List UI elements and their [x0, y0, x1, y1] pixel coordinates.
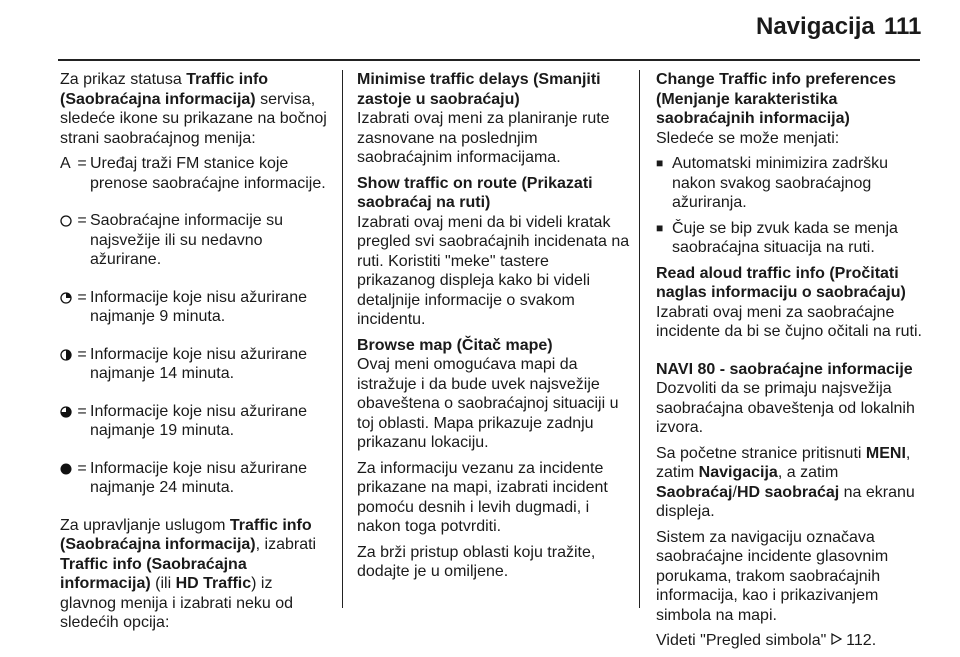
- section-text-navi80: Dozvoliti da se primaju najsvežija saobraćajna obaveštenja od lokalnih izvora.: [656, 380, 915, 436]
- column-1: [60, 70, 332, 639]
- section-heading-read-aloud: Read aloud traffic info (Pročitati naglas informaciju o saobraćaju): [656, 264, 906, 301]
- circle-half-icon: [60, 345, 74, 384]
- list-item: ■ Čuje se bip zvuk kada se menja saobraćajna situacija na ruti.: [656, 219, 898, 256]
- legend-item-9-min: = Informacije koje nisu ažurirane najmanje 9 minuta.: [60, 288, 332, 327]
- circle-full-icon: [60, 459, 74, 498]
- page-reference-arrow-icon: [831, 632, 842, 649]
- legend-item-24-min: = Informacije koje nisu ažurirane najmanje 24 minuta.: [60, 459, 332, 498]
- section-text-browse-map-3: Za brži pristup oblasti koju tražite, dodajte je u omiljene.: [357, 543, 596, 580]
- section-text-navi80-ref: Videti "Pregled simbola" 112.: [656, 632, 877, 649]
- square-bullet-icon: ■: [656, 156, 664, 170]
- circle-quarter-icon: [60, 288, 74, 327]
- circle-empty-icon: [60, 211, 74, 270]
- legend-item-searching: A = Uređaj traži FM stanice koje prenose saobraćajne informacije.: [60, 155, 326, 192]
- section-title: Navigacija: [756, 13, 875, 40]
- section-heading-show-traffic: Show traffic on route (Prikazati saobraćaj na ruti): [357, 174, 593, 211]
- section-heading-minimise-delays: Minimise traffic delays (Smanjiti zastoje u saobraćaju): [357, 71, 601, 108]
- list-item: ■ Automatski minimizira zadršku nakon svakog saobraćajnog ažuriranja.: [656, 155, 889, 211]
- circle-three-quarter-icon: [60, 402, 74, 441]
- column-divider-2: [639, 70, 640, 608]
- section-text-browse-map-2: Za informaciju vezanu za incidente prikazane na mapi, izabrati incident pomoću desnih i levih dugmadi, i nakon toga potvrditi.: [357, 459, 608, 535]
- column-3: [656, 70, 936, 657]
- legend-item-14-min: = Informacije koje nisu ažurirane najmanje 14 minuta.: [60, 345, 332, 384]
- legend-item-fresh: = Saobraćajne informacije su najsvežije ili su nedavno ažurirane.: [60, 211, 332, 270]
- section-heading-browse-map: Browse map (Čitač mape): [357, 336, 553, 354]
- section-heading-navi80: NAVI 80 - saobraćajne informacije: [656, 360, 913, 378]
- header-divider: [58, 59, 920, 61]
- section-text-minimise-delays: Izabrati ovaj meni za planiranje rute zasnovane na poslednjim saobraćajnim informacijama.: [357, 110, 610, 166]
- section-text-change-preferences: Sledeće se može menjati:: [656, 129, 840, 147]
- column-divider-1: [342, 70, 343, 608]
- column-2: [357, 70, 631, 588]
- section-text-show-traffic: Izabrati ovaj meni da bi videli kratak pregled svi saobraćajnih incidenata na ruti. Koristiti "meke" tastere prikazanog displeja kako bi videli detaljnije informacije o svakom incidentu.: [357, 213, 630, 328]
- section-text-navi80-steps: Sa početne stranice pritisnuti MENI, zatim Navigacija, a zatim Saobraćaj/HD saobraćaj na ekranu displeja.: [656, 444, 915, 520]
- section-text-browse-map: Ovaj meni omogućava mapi da istražuje i da bude uvek najsvežije obaveštena o saobraćajnoj situaciji u toj oblasti. Mapa prikazuje zadnju prikazanu lokaciju.: [357, 356, 619, 451]
- page-reference-link[interactable]: 112: [846, 632, 872, 649]
- letter-a-symbol: A: [60, 155, 71, 172]
- intro-paragraph: Za prikaz statusa Traffic info (Saobraćajna informacija) servisa, sledeće ikone su prikazane na bočnoj strani saobraćajnog menija:: [60, 71, 327, 147]
- section-text-read-aloud: Izabrati ovaj meni za saobraćajne incidente da bi se čujno očitali na ruti.: [656, 303, 922, 340]
- section-heading-change-preferences: Change Traffic info preferences (Menjanje karakteristika saobraćajnih informacija): [656, 71, 897, 127]
- outro-paragraph: Za upravljanje uslugom Traffic info (Saobraćajna informacija), izabrati Traffic info (Saobraćajna informacija) (ili HD Traffic) iz glavnog menija i izabrati neku od sledećih opcija:: [60, 516, 317, 631]
- page-number: 111: [884, 13, 922, 40]
- section-text-navi80-system: Sistem za navigaciju označava saobraćajne incidente glasovnim porukama, trakom saobraćajnih informacija, kao i prikazivanjem simbola na mapi.: [656, 528, 889, 624]
- legend-item-19-min: = Informacije koje nisu ažurirane najmanje 19 minuta.: [60, 402, 332, 441]
- square-bullet-icon: ■: [656, 220, 664, 235]
